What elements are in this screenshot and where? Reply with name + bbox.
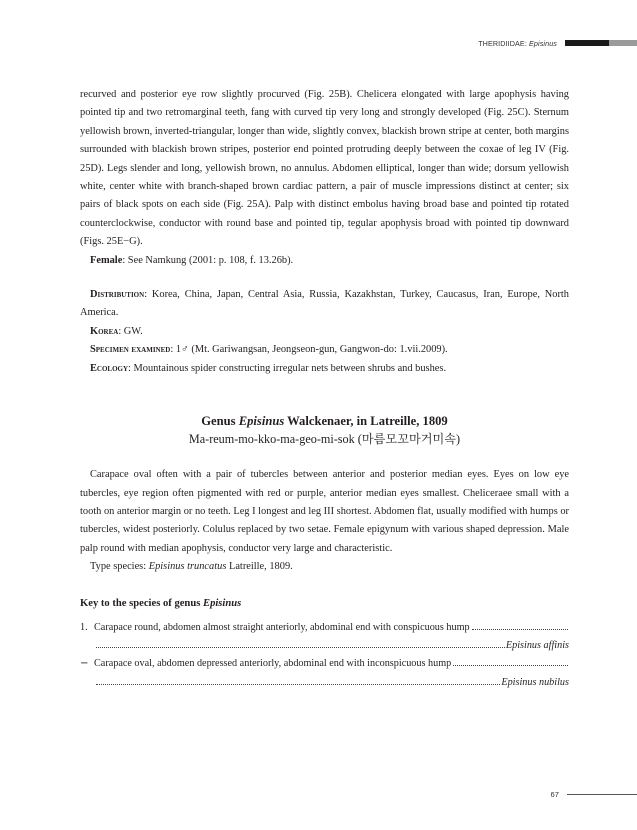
key-couplet-number: − xyxy=(80,658,89,670)
leader-dots xyxy=(96,647,505,648)
korea-label: Korea xyxy=(90,325,119,337)
leader-dots xyxy=(472,629,568,630)
running-head-bar-grey xyxy=(609,40,637,46)
key-couplet-1 xyxy=(80,619,569,637)
genus-heading: Genus Episinus Walckenaer, in Latreille, 1809 xyxy=(201,414,448,429)
ecology-line: Ecology: Mountainous spider constructing irregular nets between shrubs and bushes. xyxy=(90,362,447,374)
female-line: Female: See Namkung (2001: p. 108, f. 13.26b). xyxy=(90,254,294,266)
key-couplet-2 xyxy=(80,655,569,673)
distribution-line: Distribution: Korea, China, Japan, Central Asia, Russia, Kazakhstan, Turkey, Caucasus, Iran, Europe, North America. xyxy=(80,289,569,319)
running-head xyxy=(478,38,637,48)
leader-dots xyxy=(96,684,500,685)
genus-korean-name: Ma-reum-mo-kko-ma-geo-mi-sok (마름모꼬마거미속) xyxy=(188,432,461,447)
key-couplet-1-result xyxy=(80,637,569,655)
running-head-text: THERIDIIDAE: Episinus xyxy=(478,38,557,48)
specimen-label: Specimen examined xyxy=(90,344,171,356)
key-couplet-text: Carapace oval, abdomen depressed anteriorly, abdominal end with inconspicuous hump xyxy=(94,658,452,670)
page-content xyxy=(80,86,569,692)
specimen-line: Specimen examined: 1♂ (Mt. Gariwangsan, Jeongseon-gun, Gangwon-do: 1.vii.2009). xyxy=(90,344,448,356)
page-number: 67 xyxy=(550,790,559,799)
page-footer xyxy=(551,790,637,799)
key-couplet-text: Carapace round, abdomen almost straight anteriorly, abdominal end with conspicuous hump xyxy=(94,621,470,633)
key-title: Key to the species of genus Episinus xyxy=(80,597,242,609)
ecology-label: Ecology xyxy=(90,362,129,374)
genus-diagnosis-paragraph: Carapace oval often with a pair of tubercles between anterior and posterior median eyes. Eyes on low eye tubercles, eye region often pigmented with red or purple, anterior median eyes smallest. Cheliceraee small with a tooth on anterior margin or no teeth. Leg I longest and leg III shortest. Abdomen flat, usually modified with humps or tubercles, widest posteriorly. Colulus replaced by two setae. Female epigynum with various shaped depression. Male palp round with median apophysis, conductor very large and characteristic. xyxy=(80,469,569,554)
running-head-bar-black xyxy=(565,40,609,46)
female-label: Female xyxy=(90,254,123,266)
key-result-species: Episinus affinis xyxy=(505,639,569,651)
korea-line: Korea: GW. xyxy=(90,325,143,337)
type-species-line: Type species: Episinus truncatus Latreille, 1809. xyxy=(90,561,293,573)
distribution-label: Distribution xyxy=(90,289,145,301)
leader-dots xyxy=(453,665,568,666)
key-result-species: Episinus nubilus xyxy=(501,676,569,688)
key-couplet-number: 1. xyxy=(80,621,88,633)
description-paragraph: recurved and posterior eye row slightly procurved (Fig. 25B). Chelicera elongated with large apophysis having pointed tip and two retromarginal teeth, fang with curved tip very long and strongly developed (Fig. 25C). Sternum yellowish brown, inverted-triangular, longer than wide, slightly convex, blackish brown stripe at center, both margins surrounded with blackish brown stripes, posterior end pointed protruding deeply between the coxae of leg IV (Fig. 25D). Legs slender and long, yellowish brown, no annulus. Abdomen elliptical, longer than wide; dorsum yellowish white, center white with branch-shaped brown cardiac pattern, a pair of muscle impressions distinct at center; six pairs of black spots on each side (Fig. 25A). Palp with distinct embolus having broad base and pointed tip rotated counterclockwise, conductor with round base and pointed tip, tegular apophysis broad with pointed tip downward (Figs. 25E−G). xyxy=(80,89,569,248)
key-couplet-2-result xyxy=(80,674,569,692)
footer-rule xyxy=(567,794,637,795)
